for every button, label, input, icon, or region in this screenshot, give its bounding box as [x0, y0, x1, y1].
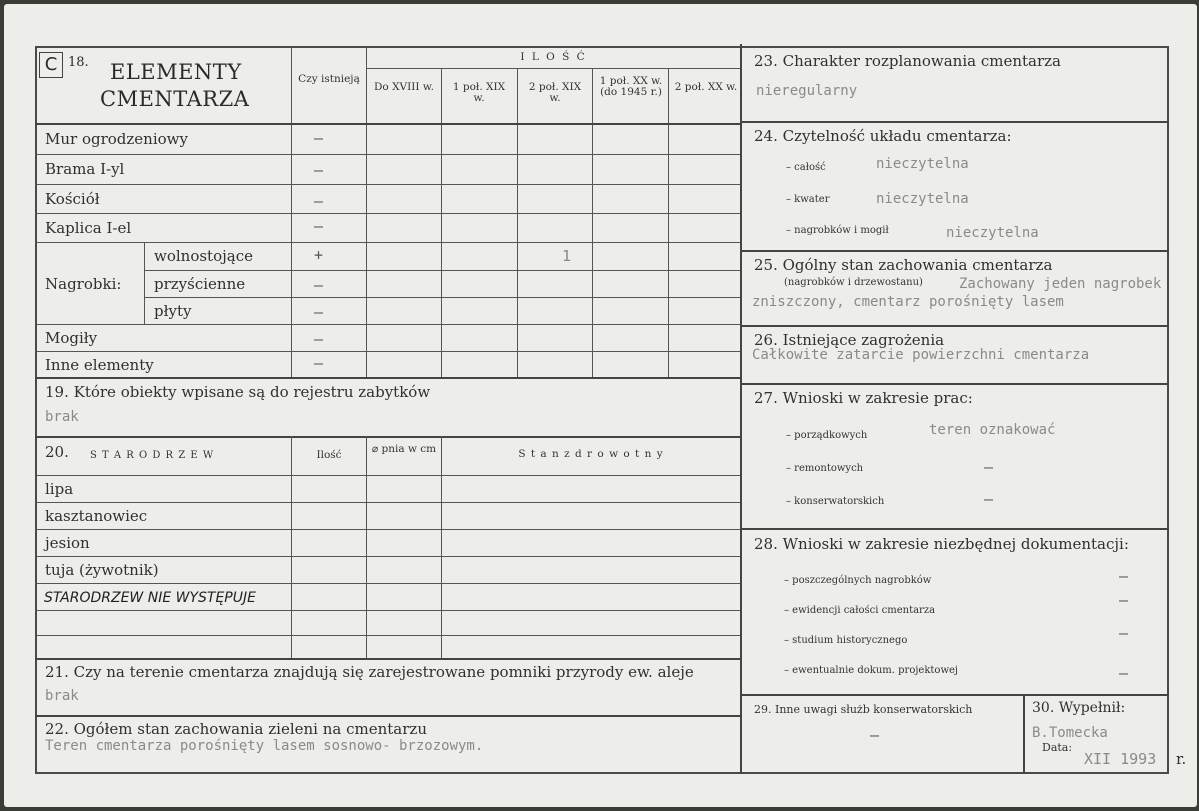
period-header: 1 poł. XIX w. [452, 81, 506, 104]
s28-row-label: – ewidencji całości cmentarza [784, 605, 936, 616]
s20-diameter-header: ⌀ pnia w cm [371, 443, 437, 455]
section-title-line1: ELEMENTY [110, 60, 242, 84]
s19-title: 19. Które obiekty wpisane są do rejestru zabytków [45, 383, 431, 401]
s28-title: 28. Wnioski w zakresie niezbędnej dokumentacji: [754, 535, 1129, 553]
section-number: 18. [68, 55, 89, 70]
exists-mark: – [314, 354, 324, 372]
period-header: Do XVIII w. [374, 81, 434, 93]
s28-row-value: – [1119, 591, 1129, 609]
element-label: Brama I-yl [45, 160, 125, 178]
element-label: wolnostojące [154, 247, 253, 265]
element-label: Kaplica I-el [45, 219, 132, 237]
s25-subtitle: (nagrobków i drzewostanu) [784, 277, 923, 288]
element-label: Mogiły [45, 329, 98, 347]
s24-row-label: – całość [786, 162, 826, 173]
s24-title: 24. Czytelność układu cmentarza: [754, 127, 1012, 145]
s27-row-label: – porządkowych [786, 430, 868, 441]
tree-label: jesion [45, 534, 90, 552]
s27-row-value: – [984, 490, 994, 508]
period-header: 2 poł. XX w. [674, 81, 738, 93]
tree-label: kasztanowiec [45, 507, 148, 525]
s23-title: 23. Charakter rozplanowania cmentarza [754, 52, 1061, 70]
period-header: 2 poł. XIX w. [528, 81, 582, 104]
s25-value-line2: zniszczony, cmentarz porośnięty lasem [752, 294, 1064, 310]
tree-label: tuja (żywotnik) [45, 561, 159, 579]
s28-row-label: – ewentualnie dokum. projektowej [784, 665, 959, 676]
s22-title: 22. Ogółem stan zachowania zieleni na cmentarzu [45, 720, 427, 738]
s27-row-value: teren oznakować [929, 422, 1056, 438]
exists-mark: + [314, 246, 324, 264]
s20-number: 20. [45, 443, 69, 461]
s24-row-value: nieczytelna [876, 191, 969, 207]
s19-value: brak [45, 409, 79, 425]
element-label: Kościół [45, 190, 100, 208]
s24-row-value: nieczytelna [876, 156, 969, 172]
s30-name: B.Tomecka [1032, 725, 1108, 741]
s20-health-header: S t a n z d r o w o t n y [518, 448, 664, 460]
exists-mark: – [314, 217, 324, 235]
s25-title: 25. Ogólny stan zachowania cmentarza [754, 256, 1053, 274]
s28-row-value: – [1119, 624, 1129, 642]
s20-title: S T A R O D R Z E W [90, 450, 215, 461]
s29-title: 29. Inne uwagi służb konserwatorskich [754, 703, 973, 716]
s28-row-value: – [1119, 567, 1129, 585]
s27-row-label: – remontowych [786, 463, 864, 474]
s27-title: 27. Wnioski w zakresie prac: [754, 389, 973, 407]
exists-mark: – [314, 330, 324, 348]
s20-handwritten-note: STARODRZEW NIE WYSTĘPUJE [44, 590, 256, 606]
document-card [4, 4, 1197, 807]
s30-title: 30. Wypełnił: [1032, 700, 1126, 716]
s21-title: 21. Czy na terenie cmentarza znajdują się zarejestrowane pomniki przyrody ew. aleje [45, 663, 694, 681]
element-label: Inne elementy [45, 356, 154, 374]
element-label: płyty [154, 302, 192, 320]
center-divider [740, 44, 742, 774]
graves-label: Nagrobki: [45, 275, 122, 293]
exists-mark: – [314, 161, 324, 179]
element-label: przyścienne [154, 275, 246, 293]
s20-count-header: Ilość [316, 449, 342, 461]
section-letter-box: C [39, 52, 63, 78]
s28-row-value: – [1119, 664, 1129, 682]
exists-mark: – [314, 192, 324, 210]
period-header: 1 poł. XX w. (do 1945 r.) [599, 75, 663, 98]
s21-value: brak [45, 688, 79, 704]
s24-row-value: nieczytelna [946, 225, 1039, 241]
s29-value: – [870, 726, 880, 744]
quantity-header: I L O Ś Ć [520, 51, 587, 63]
s28-row-label: – studium historycznego [784, 635, 908, 646]
s27-row-label: – konserwatorskich [786, 496, 885, 507]
s24-row-label: – nagrobków i mogił [786, 225, 889, 236]
s23-value: nieregularny [756, 83, 858, 99]
s24-row-label: – kwater [786, 194, 830, 205]
exists-mark: – [314, 129, 324, 147]
tree-label: lipa [45, 480, 74, 498]
section-title-line2: CMENTARZA [100, 87, 250, 111]
s27-row-value: – [984, 458, 994, 476]
s30-date: XII 1993 [1084, 750, 1157, 768]
s25-value-line1: Zachowany jeden nagrobek [959, 276, 1162, 292]
s22-value: Teren cmentarza porośnięty lasem sosnowo- brzozowym. [45, 738, 484, 754]
s26-title: 26. Istniejące zagrożenia [754, 331, 945, 349]
exists-mark: – [314, 276, 324, 294]
element-label: Mur ogrodzeniowy [45, 130, 188, 148]
s28-row-label: – poszczególnych nagrobków [784, 575, 932, 586]
exists-mark: – [314, 303, 324, 321]
exists-header: Czy istnieją [298, 73, 360, 85]
s30-year-suffix: r. [1176, 750, 1187, 768]
count-value: 1 [562, 247, 572, 265]
s26-value: Całkowite zatarcie powierzchni cmentarza [752, 347, 1090, 363]
s30-date-label: Data: [1042, 741, 1073, 754]
